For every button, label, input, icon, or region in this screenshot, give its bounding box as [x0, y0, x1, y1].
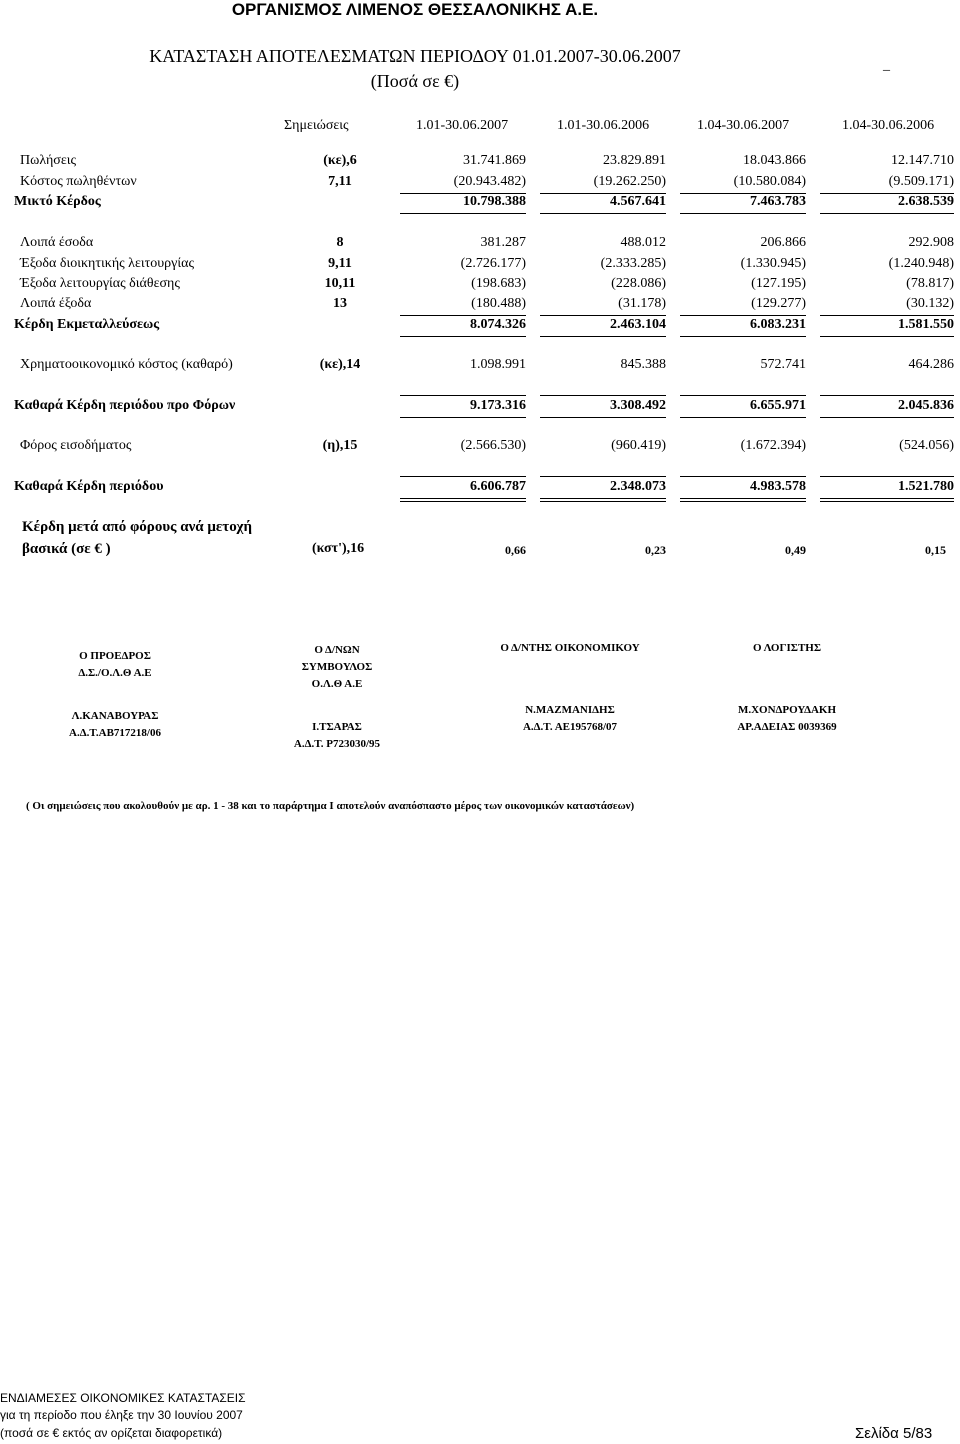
notes-footnote: ( Οι σημειώσεις που ακολουθούν με αρ. 1 - 38 και το παράρτημα Ι αποτελούν αναπόσπαστο μέρος των οικονομικών καταστάσεων)	[26, 800, 635, 812]
row-value: 206.866	[760, 235, 806, 250]
underline	[400, 336, 526, 337]
underline	[400, 395, 526, 396]
signature-ceo-name	[262, 719, 412, 753]
underline	[540, 315, 666, 316]
signature-accountant-name	[712, 702, 862, 736]
row-value: 9.173.316	[470, 398, 526, 413]
underline	[400, 476, 526, 477]
signature-title: Ο.Λ.Θ Α.Ε	[311, 678, 363, 690]
row-value: (524.056)	[899, 438, 954, 453]
row-value: (10.580.084)	[733, 174, 806, 189]
signatory-name: Ι.ΤΣΑΡΑΣ	[312, 721, 362, 733]
row-value: 2.463.104	[610, 317, 666, 332]
signatory-name: Μ.ΧΟΝΔΡΟΥΔΑΚΗ	[737, 704, 837, 716]
underline	[540, 417, 666, 418]
row-value: 572.741	[760, 357, 806, 372]
row-note: (η),15	[322, 438, 358, 453]
signatory-name: Λ.ΚΑΝΑΒΟΥΡΑΣ	[71, 710, 159, 722]
signature-cfo	[475, 640, 665, 657]
row-value: 8.074.326	[470, 317, 526, 332]
underline	[540, 395, 666, 396]
row-value: 1.581.550	[898, 317, 954, 332]
statement-title: ΚΑΤΑΣΤΑΣΗ ΑΠΟΤΕΛΕΣΜΑΤΩΝ ΠΕΡΙΟΔΟΥ 01.01.2007-30.06.2007	[149, 46, 681, 66]
footer-amounts-note: (ποσά σε € εκτός αν ορίζεται διαφορετικά)	[0, 1426, 223, 1440]
underline	[680, 315, 806, 316]
row-value: (198.683)	[471, 276, 526, 291]
double-underline	[400, 498, 526, 499]
underline	[680, 336, 806, 337]
underline	[400, 417, 526, 418]
row-value: 2.045.836	[898, 398, 954, 413]
underline	[820, 336, 954, 337]
eps-note: (κστ'),16	[312, 541, 365, 556]
signature-title: Ο ΠΡΟΕΔΡΟΣ	[79, 650, 151, 662]
row-note: 10,11	[324, 276, 356, 291]
row-note: 13	[333, 296, 347, 311]
row-label-income-tax: Φόρος εισοδήματος	[20, 438, 132, 453]
row-label-other-expenses: Λοιπά έξοδα	[20, 296, 92, 311]
row-value: (9.509.171)	[888, 174, 954, 189]
row-value: 488.012	[620, 235, 666, 250]
signatory-id: Α.Δ.Τ.ΑΒ717218/06	[69, 727, 161, 739]
row-value: (1.672.394)	[740, 438, 806, 453]
row-note: (κε),14	[319, 357, 361, 372]
row-label-distribution-expenses: Έξοδα λειτουργίας διάθεσης	[20, 276, 180, 291]
footer-period: για τη περίοδο που έληξε την 30 Ιουνίου 2007	[0, 1408, 243, 1422]
header-dash: _	[883, 58, 890, 73]
row-value: (30.132)	[906, 296, 954, 311]
signature-title: Ο ΛΟΓΙΣΤΗΣ	[752, 642, 822, 654]
row-label-net-profit: Καθαρά Κέρδη περιόδου	[14, 479, 164, 494]
row-value: 381.287	[480, 235, 526, 250]
double-underline	[820, 501, 954, 502]
eps-value: 0,23	[645, 543, 666, 557]
row-value: 1.521.780	[898, 479, 954, 494]
signature-chairman	[40, 648, 190, 682]
row-value: (2.566.530)	[460, 438, 526, 453]
row-value: (127.195)	[751, 276, 806, 291]
period-1-header: 1.01-30.06.2007	[416, 118, 509, 133]
signatory-name: Ν.ΜΑΖΜΑΝΙΔΗΣ	[525, 704, 615, 716]
underline	[820, 417, 954, 418]
signatory-id: ΑΡ.ΑΔΕΙΑΣ 0039369	[737, 721, 837, 733]
row-value: (20.943.482)	[453, 174, 526, 189]
signature-ceo	[262, 642, 412, 693]
underline	[680, 395, 806, 396]
signatory-id: Α.Δ.Τ. ΑΕ195768/07	[522, 721, 618, 733]
row-label-finance-cost: Χρηματοοικονομικό κόστος (καθαρό)	[20, 357, 233, 372]
eps-label-line1: Κέρδη μετά από φόρους ανά μετοχή	[22, 519, 252, 535]
row-value: 12.147.710	[891, 153, 954, 168]
row-value: 4.983.578	[750, 479, 806, 494]
row-value: 1.098.991	[470, 357, 526, 372]
row-label-operating-profit: Κέρδη Εκμεταλλεύσεως	[14, 317, 160, 332]
row-value: 6.606.787	[470, 479, 526, 494]
double-underline	[540, 501, 666, 502]
row-value: 2.638.539	[898, 194, 954, 209]
row-value: (2.333.285)	[600, 256, 666, 271]
row-value: 4.567.641	[610, 194, 666, 209]
underline	[680, 213, 806, 214]
row-value: (31.178)	[618, 296, 666, 311]
row-note: 9,11	[328, 256, 352, 271]
row-value: (180.488)	[471, 296, 526, 311]
notes-column-header: Σημειώσεις	[284, 118, 349, 133]
row-value: 3.308.492	[610, 398, 666, 413]
row-value: (2.726.177)	[460, 256, 526, 271]
row-note: 7,11	[328, 174, 352, 189]
period-2-header: 1.01-30.06.2006	[557, 118, 650, 133]
signature-title: Δ.Σ./Ο.Λ.Θ Α.Ε	[78, 667, 152, 679]
underline	[540, 213, 666, 214]
page-number: Σελίδα 5/83	[855, 1425, 933, 1442]
signatory-id: Α.Δ.Τ. Ρ723030/95	[293, 738, 381, 750]
row-label-profit-before-tax: Καθαρά Κέρδη περιόδου προ Φόρων	[14, 398, 236, 413]
row-value: (78.817)	[906, 276, 954, 291]
double-underline	[680, 501, 806, 502]
row-value: 31.741.869	[463, 153, 526, 168]
row-label-admin-expenses: Έξοδα διοικητικής λειτουργίας	[20, 256, 194, 271]
row-value: (129.277)	[751, 296, 806, 311]
row-value: (1.330.945)	[740, 256, 806, 271]
signature-chairman-name	[40, 708, 190, 742]
underline	[820, 213, 954, 214]
row-value: 2.348.073	[610, 479, 666, 494]
eps-value: 0,49	[785, 543, 806, 557]
row-value: (960.419)	[611, 438, 666, 453]
row-value: 6.083.231	[750, 317, 806, 332]
row-value: (228.086)	[611, 276, 666, 291]
signature-title: Ο Δ/ΝΩΝ	[314, 644, 360, 656]
row-note: 8	[336, 235, 344, 250]
footer-title: ΕΝΔΙΑΜΕΣΕΣ ΟΙΚΟΝΟΜΙΚΕΣ ΚΑΤΑΣΤΑΣΕΙΣ	[0, 1391, 246, 1405]
underline	[820, 476, 954, 477]
row-label-other-income: Λοιπά έσοδα	[20, 235, 94, 250]
row-value: 7.463.783	[750, 194, 806, 209]
organization-name: ΟΡΓΑΝΙΣΜΟΣ ΛΙΜΕΝΟΣ ΘΕΣΣΑΛΟΝΙΚΗΣ Α.Ε.	[231, 0, 599, 19]
underline	[400, 213, 526, 214]
signature-title: ΣΥΜΒΟΥΛΟΣ	[301, 661, 373, 673]
eps-value: 0,66	[505, 543, 526, 557]
row-label-sales: Πωλήσεις	[20, 153, 77, 168]
underline	[400, 315, 526, 316]
underline	[680, 476, 806, 477]
row-label-gross-profit: Μικτό Κέρδος	[14, 194, 101, 209]
row-value: (19.262.250)	[593, 174, 666, 189]
underline	[680, 417, 806, 418]
row-value: 845.388	[620, 357, 666, 372]
row-value: 18.043.866	[743, 153, 806, 168]
row-note: (κε),6	[323, 153, 357, 168]
eps-label-line2: βασικά (σε € )	[22, 541, 111, 557]
row-value: 464.286	[908, 357, 954, 372]
underline	[540, 476, 666, 477]
row-label-cost-of-sales: Κόστος πωληθέντων	[20, 174, 137, 189]
statement-subtitle: (Ποσά σε €)	[370, 71, 460, 91]
period-3-header: 1.04-30.06.2007	[697, 118, 790, 133]
period-4-header: 1.04-30.06.2006	[842, 118, 935, 133]
underline	[820, 395, 954, 396]
row-value: 23.829.891	[603, 153, 666, 168]
underline	[540, 336, 666, 337]
row-value: 10.798.388	[463, 194, 526, 209]
double-underline	[400, 501, 526, 502]
signature-title: Ο Δ/ΝΤΗΣ ΟΙΚΟΝΟΜΙΚΟΥ	[500, 642, 640, 654]
eps-value: 0,15	[925, 543, 946, 557]
signature-accountant	[712, 640, 862, 657]
row-value: 6.655.971	[750, 398, 806, 413]
double-underline	[540, 498, 666, 499]
row-value: (1.240.948)	[888, 256, 954, 271]
signature-cfo-name	[475, 702, 665, 736]
row-value: 292.908	[908, 235, 954, 250]
double-underline	[680, 498, 806, 499]
double-underline	[820, 498, 954, 499]
underline	[820, 315, 954, 316]
